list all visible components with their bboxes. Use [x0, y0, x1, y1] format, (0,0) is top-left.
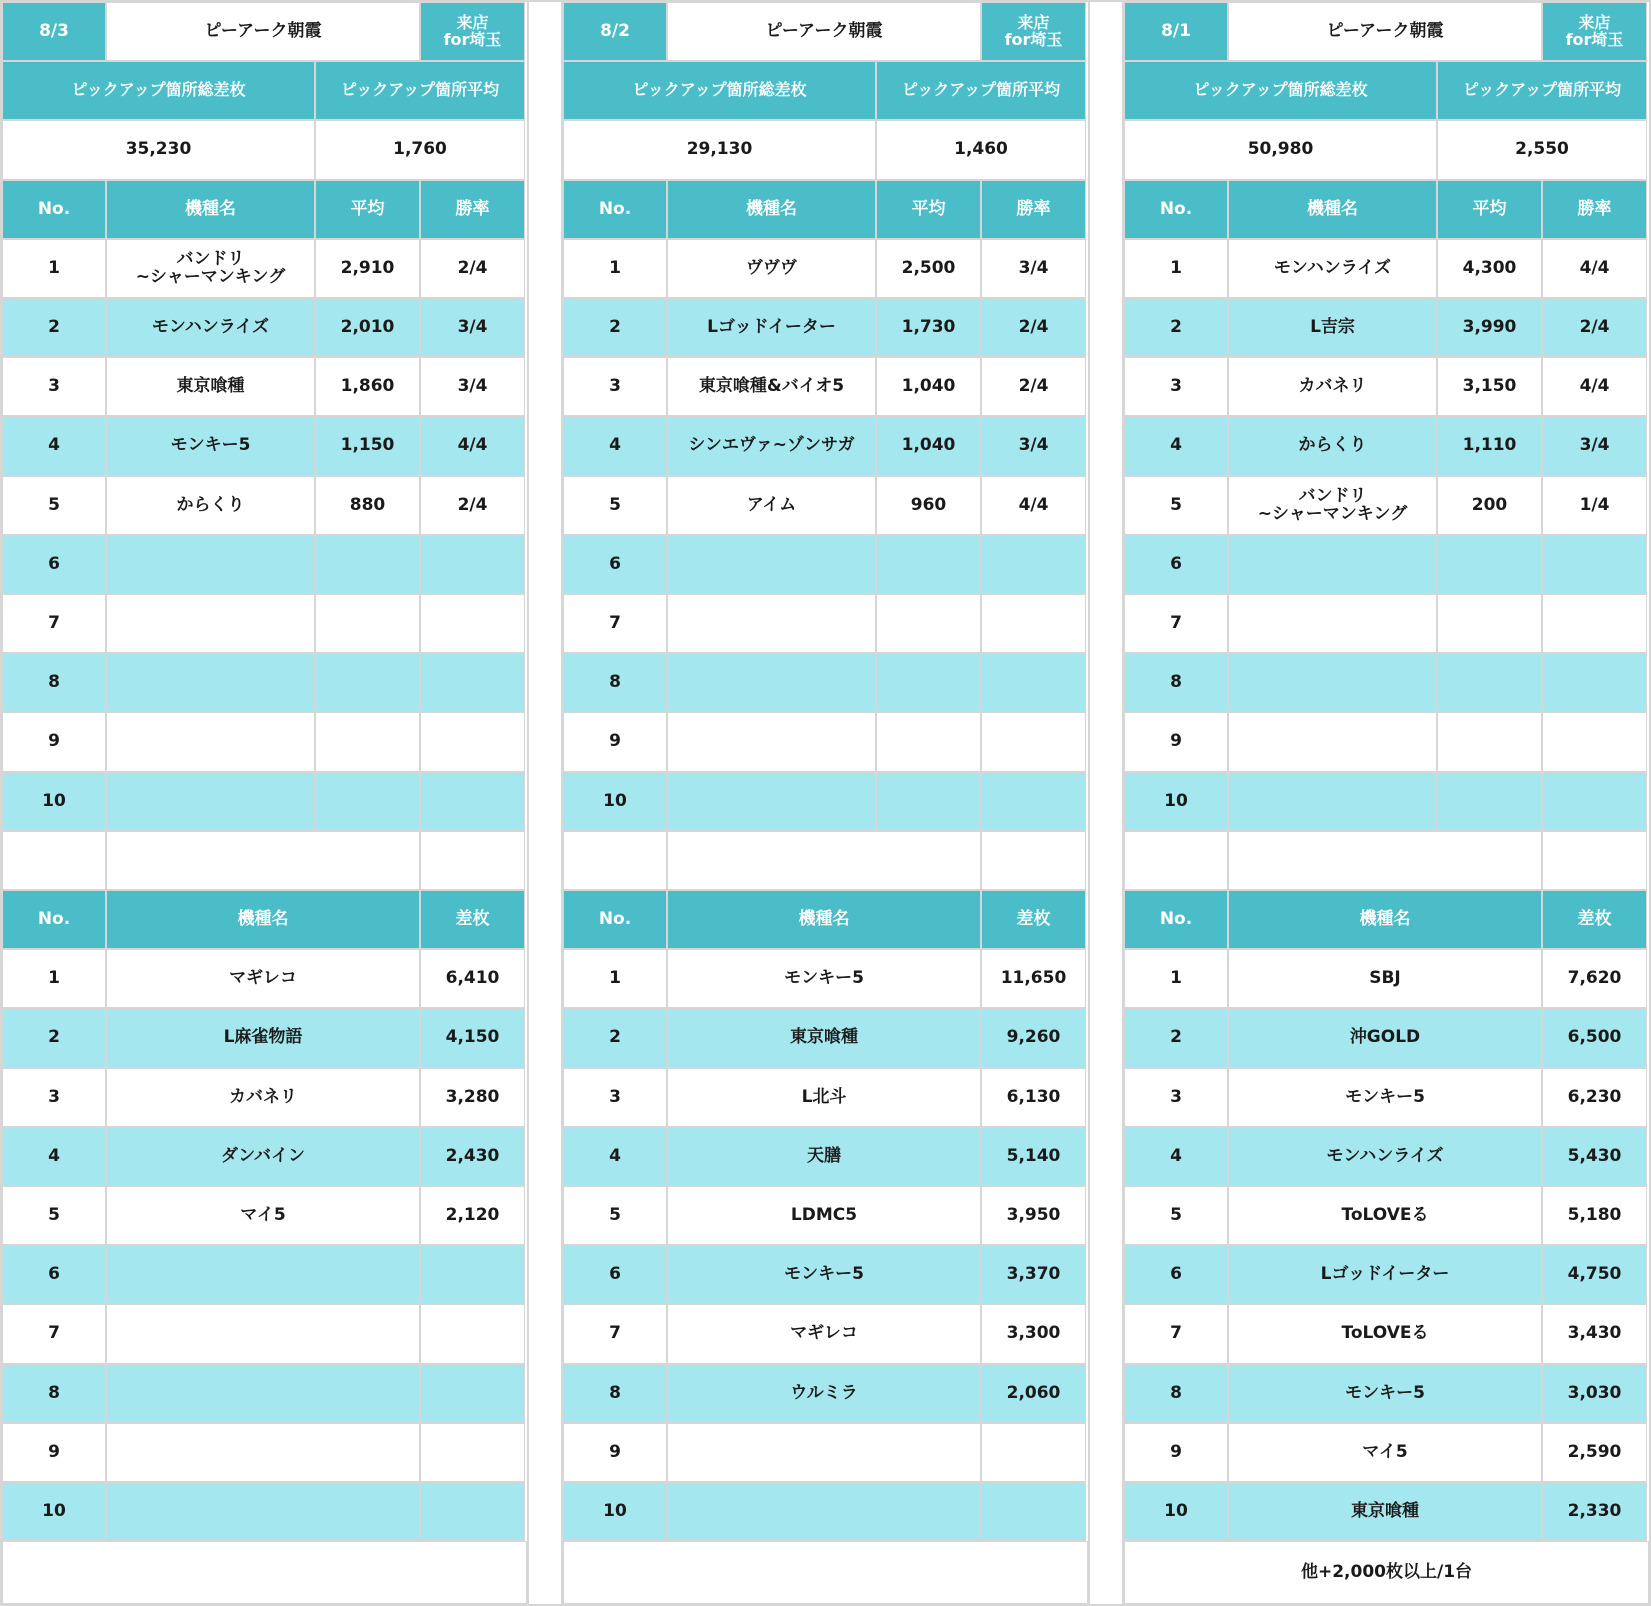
diff-value: 9,260: [981, 1008, 1086, 1068]
machine-name: バンドリ ~シャーマンキング: [106, 239, 315, 298]
rank-number: 8: [563, 1364, 667, 1423]
win-rate-value: [981, 772, 1086, 831]
rank-number: 1: [563, 949, 667, 1008]
pickup-total-value: 50,980: [1124, 120, 1437, 180]
machine-name: [106, 594, 315, 653]
rank-number: 1: [1124, 239, 1228, 298]
machine-name: カバネリ: [1228, 357, 1437, 416]
machine-name: L吉宗: [1228, 298, 1437, 357]
average-value: 1,730: [876, 298, 981, 357]
average-value: 1,040: [876, 357, 981, 416]
column-header-average: 平均: [1437, 180, 1542, 239]
rank-number: 2: [563, 1008, 667, 1068]
win-rate-value: 2/4: [981, 298, 1086, 357]
machine-name: [106, 712, 315, 772]
rank-number: 1: [563, 239, 667, 298]
average-value: [876, 653, 981, 712]
store-name: ピーアーク朝霞: [106, 2, 420, 61]
spacer-cell: [563, 831, 667, 890]
pickup-total-value: 35,230: [2, 120, 315, 180]
spacer-cell: [981, 831, 1086, 890]
machine-name: モンキー5: [667, 949, 981, 1008]
machine-name: ToLOVEる: [1228, 1304, 1542, 1364]
date-label: 8/2: [563, 2, 667, 61]
win-rate-value: [1542, 594, 1647, 653]
machine-name: ヴヴヴ: [667, 239, 876, 298]
rank-number: 2: [2, 298, 106, 357]
diff-value: [981, 1482, 1086, 1541]
average-value: [315, 772, 420, 831]
rank-number: 3: [2, 357, 106, 416]
panel-separator: [1088, 0, 1124, 1604]
machine-name: L麻雀物語: [106, 1008, 420, 1068]
rank-number: 6: [1124, 1245, 1228, 1304]
win-rate-value: [981, 712, 1086, 772]
pickup-average-header: ピックアップ箇所平均: [876, 61, 1086, 120]
machine-name: Lゴッドイーター: [1228, 1245, 1542, 1304]
rank-number: 4: [2, 416, 106, 476]
machine-name: [106, 535, 315, 594]
machine-name: SBJ: [1228, 949, 1542, 1008]
average-value: 1,150: [315, 416, 420, 476]
average-value: [315, 535, 420, 594]
rank-number: 7: [2, 1304, 106, 1364]
rank-number: 6: [2, 1245, 106, 1304]
column-header-machine: 機種名: [1228, 890, 1542, 949]
day-panel: [2, 0, 527, 1604]
rank-number: 4: [1124, 416, 1228, 476]
column-header-average: 平均: [315, 180, 420, 239]
machine-name: [1228, 772, 1437, 831]
column-header-machine: 機種名: [106, 890, 420, 949]
rank-number: 7: [563, 594, 667, 653]
win-rate-value: 4/4: [1542, 239, 1647, 298]
diff-value: 3,030: [1542, 1364, 1647, 1423]
win-rate-value: 2/4: [1542, 298, 1647, 357]
machine-name: [1228, 653, 1437, 712]
machine-name: [106, 1364, 420, 1423]
diff-value: [420, 1364, 525, 1423]
machine-name: からくり: [106, 476, 315, 535]
rank-number: 6: [1124, 535, 1228, 594]
diff-value: [981, 1423, 1086, 1482]
rank-number: 9: [2, 1423, 106, 1482]
column-header-machine: 機種名: [667, 180, 876, 239]
average-value: 2,500: [876, 239, 981, 298]
win-rate-value: [420, 772, 525, 831]
column-header-win-rate: 勝率: [1542, 180, 1647, 239]
diff-value: 11,650: [981, 949, 1086, 1008]
win-rate-value: 2/4: [420, 476, 525, 535]
machine-name: [667, 772, 876, 831]
average-value: 3,150: [1437, 357, 1542, 416]
machine-name: [106, 772, 315, 831]
machine-name: 沖GOLD: [1228, 1008, 1542, 1068]
column-header-machine: 機種名: [667, 890, 981, 949]
day-panel: [563, 0, 1088, 1604]
machine-name: [106, 1482, 420, 1541]
rank-number: 4: [563, 416, 667, 476]
diff-value: 6,410: [420, 949, 525, 1008]
column-header-diff: 差枚: [981, 890, 1086, 949]
footer-note: [2, 1541, 527, 1604]
pickup-total-header: ピックアップ箇所総差枚: [2, 61, 315, 120]
diff-value: 3,950: [981, 1186, 1086, 1245]
rank-number: 5: [2, 1186, 106, 1245]
win-rate-value: [420, 712, 525, 772]
rank-number: 9: [563, 1423, 667, 1482]
rank-number: 3: [563, 357, 667, 416]
machine-name: [667, 1482, 981, 1541]
column-header-diff: 差枚: [1542, 890, 1647, 949]
win-rate-value: [420, 653, 525, 712]
column-header-no: No.: [1124, 890, 1228, 949]
spacer-cell: [667, 831, 981, 890]
machine-name: モンハンライズ: [106, 298, 315, 357]
rank-number: 6: [563, 535, 667, 594]
machine-name: シンエヴァ~ゾンサガ: [667, 416, 876, 476]
machine-name: [667, 712, 876, 772]
machine-name: 東京喰種: [1228, 1482, 1542, 1541]
machine-name: [106, 1245, 420, 1304]
rank-number: 10: [2, 772, 106, 831]
diff-value: 5,430: [1542, 1127, 1647, 1186]
average-value: [1437, 772, 1542, 831]
rank-number: 3: [1124, 357, 1228, 416]
spacer-cell: [1228, 831, 1542, 890]
diff-value: 2,430: [420, 1127, 525, 1186]
pickup-average-value: 1,460: [876, 120, 1086, 180]
machine-name: バンドリ ~シャーマンキング: [1228, 476, 1437, 535]
diff-value: 7,620: [1542, 949, 1647, 1008]
machine-name: マイ5: [1228, 1423, 1542, 1482]
win-rate-value: 3/4: [981, 239, 1086, 298]
average-value: [315, 712, 420, 772]
footer-note: [563, 1541, 1088, 1604]
column-header-diff: 差枚: [420, 890, 525, 949]
column-header-win-rate: 勝率: [420, 180, 525, 239]
store-name: ピーアーク朝霞: [1228, 2, 1542, 61]
machine-name: カバネリ: [106, 1068, 420, 1127]
win-rate-value: 2/4: [981, 357, 1086, 416]
machine-name: マイ5: [106, 1186, 420, 1245]
rank-number: 4: [1124, 1127, 1228, 1186]
average-value: 1,040: [876, 416, 981, 476]
rank-number: 2: [563, 298, 667, 357]
rank-number: 10: [1124, 1482, 1228, 1541]
machine-name: LDMC5: [667, 1186, 981, 1245]
rank-number: 2: [2, 1008, 106, 1068]
machine-name: モンキー5: [106, 416, 315, 476]
pickup-average-header: ピックアップ箇所平均: [315, 61, 525, 120]
rank-number: 6: [2, 535, 106, 594]
rank-number: 2: [1124, 1008, 1228, 1068]
average-value: 2,010: [315, 298, 420, 357]
machine-name: モンキー5: [1228, 1068, 1542, 1127]
diff-value: 2,060: [981, 1364, 1086, 1423]
pickup-average-header: ピックアップ箇所平均: [1437, 61, 1647, 120]
average-value: [876, 535, 981, 594]
spacer-cell: [1124, 831, 1228, 890]
rank-number: 4: [2, 1127, 106, 1186]
date-label: 8/1: [1124, 2, 1228, 61]
pickup-total-value: 29,130: [563, 120, 876, 180]
win-rate-value: 2/4: [420, 239, 525, 298]
rank-number: 6: [563, 1245, 667, 1304]
average-value: 960: [876, 476, 981, 535]
average-value: 3,990: [1437, 298, 1542, 357]
event-label: 来店 for埼玉: [1542, 2, 1647, 61]
win-rate-value: [981, 594, 1086, 653]
rank-number: 5: [563, 1186, 667, 1245]
win-rate-value: [1542, 772, 1647, 831]
column-header-no: No.: [1124, 180, 1228, 239]
machine-name: アイム: [667, 476, 876, 535]
diff-value: 6,230: [1542, 1068, 1647, 1127]
rank-number: 10: [1124, 772, 1228, 831]
diff-value: [420, 1423, 525, 1482]
machine-name: Lゴッドイーター: [667, 298, 876, 357]
machine-name: [106, 653, 315, 712]
machine-name: モンハンライズ: [1228, 1127, 1542, 1186]
win-rate-value: 3/4: [420, 357, 525, 416]
machine-name: 東京喰種: [106, 357, 315, 416]
column-header-no: No.: [563, 890, 667, 949]
machine-name: [106, 1423, 420, 1482]
rank-number: 9: [563, 712, 667, 772]
rank-number: 10: [563, 1482, 667, 1541]
rank-number: 7: [1124, 594, 1228, 653]
rank-number: 8: [2, 653, 106, 712]
machine-name: [667, 653, 876, 712]
event-label: 来店 for埼玉: [420, 2, 525, 61]
win-rate-value: [420, 535, 525, 594]
machine-name: 東京喰種&バイオ5: [667, 357, 876, 416]
spacer-cell: [1542, 831, 1647, 890]
machine-name: [106, 1304, 420, 1364]
rank-number: 8: [1124, 1364, 1228, 1423]
rank-number: 8: [2, 1364, 106, 1423]
rank-number: 4: [563, 1127, 667, 1186]
average-value: 1,110: [1437, 416, 1542, 476]
diff-value: [420, 1304, 525, 1364]
rank-number: 9: [1124, 712, 1228, 772]
average-value: [1437, 712, 1542, 772]
win-rate-value: 1/4: [1542, 476, 1647, 535]
store-name: ピーアーク朝霞: [667, 2, 981, 61]
diff-value: 6,130: [981, 1068, 1086, 1127]
rank-number: 7: [2, 594, 106, 653]
diff-value: 3,280: [420, 1068, 525, 1127]
rank-number: 3: [563, 1068, 667, 1127]
machine-name: モンハンライズ: [1228, 239, 1437, 298]
column-header-win-rate: 勝率: [981, 180, 1086, 239]
machine-name: モンキー5: [1228, 1364, 1542, 1423]
diff-value: 4,150: [420, 1008, 525, 1068]
win-rate-value: 3/4: [1542, 416, 1647, 476]
diff-value: 2,330: [1542, 1482, 1647, 1541]
rank-number: 7: [563, 1304, 667, 1364]
diff-value: 5,180: [1542, 1186, 1647, 1245]
machine-name: [667, 535, 876, 594]
average-value: 1,860: [315, 357, 420, 416]
average-value: 880: [315, 476, 420, 535]
machine-name: [1228, 594, 1437, 653]
machine-name: マギレコ: [106, 949, 420, 1008]
machine-name: [667, 594, 876, 653]
average-value: [315, 594, 420, 653]
rank-number: 8: [1124, 653, 1228, 712]
column-header-no: No.: [2, 180, 106, 239]
diff-value: 6,500: [1542, 1008, 1647, 1068]
machine-name: [1228, 535, 1437, 594]
machine-name: マギレコ: [667, 1304, 981, 1364]
machine-name: ダンバイン: [106, 1127, 420, 1186]
event-label: 来店 for埼玉: [981, 2, 1086, 61]
column-header-machine: 機種名: [106, 180, 315, 239]
spacer-cell: [420, 831, 525, 890]
machine-name: [667, 1423, 981, 1482]
rank-number: 3: [1124, 1068, 1228, 1127]
rank-number: 5: [1124, 476, 1228, 535]
win-rate-value: [981, 535, 1086, 594]
average-value: [876, 594, 981, 653]
spacer-cell: [2, 831, 106, 890]
rank-number: 5: [563, 476, 667, 535]
machine-name: [1228, 712, 1437, 772]
rank-number: 1: [2, 949, 106, 1008]
diff-value: 2,120: [420, 1186, 525, 1245]
average-value: [876, 712, 981, 772]
win-rate-value: [1542, 653, 1647, 712]
average-value: 2,910: [315, 239, 420, 298]
machine-name: 天膳: [667, 1127, 981, 1186]
machine-name: モンキー5: [667, 1245, 981, 1304]
rank-number: 1: [1124, 949, 1228, 1008]
win-rate-value: [1542, 712, 1647, 772]
column-header-no: No.: [2, 890, 106, 949]
average-value: [1437, 535, 1542, 594]
average-value: [1437, 653, 1542, 712]
win-rate-value: [420, 594, 525, 653]
diff-value: [420, 1482, 525, 1541]
date-label: 8/3: [2, 2, 106, 61]
rank-number: 10: [2, 1482, 106, 1541]
average-value: [1437, 594, 1542, 653]
pickup-average-value: 1,760: [315, 120, 525, 180]
diff-value: 5,140: [981, 1127, 1086, 1186]
average-value: [876, 772, 981, 831]
rank-number: 5: [2, 476, 106, 535]
rank-number: 10: [563, 772, 667, 831]
machine-name: からくり: [1228, 416, 1437, 476]
rank-number: 7: [1124, 1304, 1228, 1364]
diff-value: 2,590: [1542, 1423, 1647, 1482]
average-value: [315, 653, 420, 712]
column-header-machine: 機種名: [1228, 180, 1437, 239]
win-rate-value: [981, 653, 1086, 712]
column-header-no: No.: [563, 180, 667, 239]
rank-number: 9: [2, 712, 106, 772]
rank-number: 1: [2, 239, 106, 298]
diff-value: [420, 1245, 525, 1304]
pickup-total-header: ピックアップ箇所総差枚: [1124, 61, 1437, 120]
machine-name: ウルミラ: [667, 1364, 981, 1423]
rank-number: 2: [1124, 298, 1228, 357]
day-panel: [1124, 0, 1649, 1604]
column-header-average: 平均: [876, 180, 981, 239]
win-rate-value: 4/4: [420, 416, 525, 476]
average-value: 4,300: [1437, 239, 1542, 298]
rank-number: 3: [2, 1068, 106, 1127]
spacer-cell: [106, 831, 420, 890]
win-rate-value: 3/4: [420, 298, 525, 357]
rank-number: 8: [563, 653, 667, 712]
rank-number: 9: [1124, 1423, 1228, 1482]
footer-note: 他+2,000枚以上/1台: [1124, 1541, 1649, 1604]
diff-value: 3,300: [981, 1304, 1086, 1364]
win-rate-value: 4/4: [1542, 357, 1647, 416]
diff-value: 3,370: [981, 1245, 1086, 1304]
diff-value: 3,430: [1542, 1304, 1647, 1364]
win-rate-value: 4/4: [981, 476, 1086, 535]
win-rate-value: 3/4: [981, 416, 1086, 476]
panel-separator: [527, 0, 563, 1604]
pickup-average-value: 2,550: [1437, 120, 1647, 180]
machine-name: 東京喰種: [667, 1008, 981, 1068]
diff-value: 4,750: [1542, 1245, 1647, 1304]
rank-number: 5: [1124, 1186, 1228, 1245]
win-rate-value: [1542, 535, 1647, 594]
machine-name: L北斗: [667, 1068, 981, 1127]
average-value: 200: [1437, 476, 1542, 535]
pickup-total-header: ピックアップ箇所総差枚: [563, 61, 876, 120]
machine-name: ToLOVEる: [1228, 1186, 1542, 1245]
